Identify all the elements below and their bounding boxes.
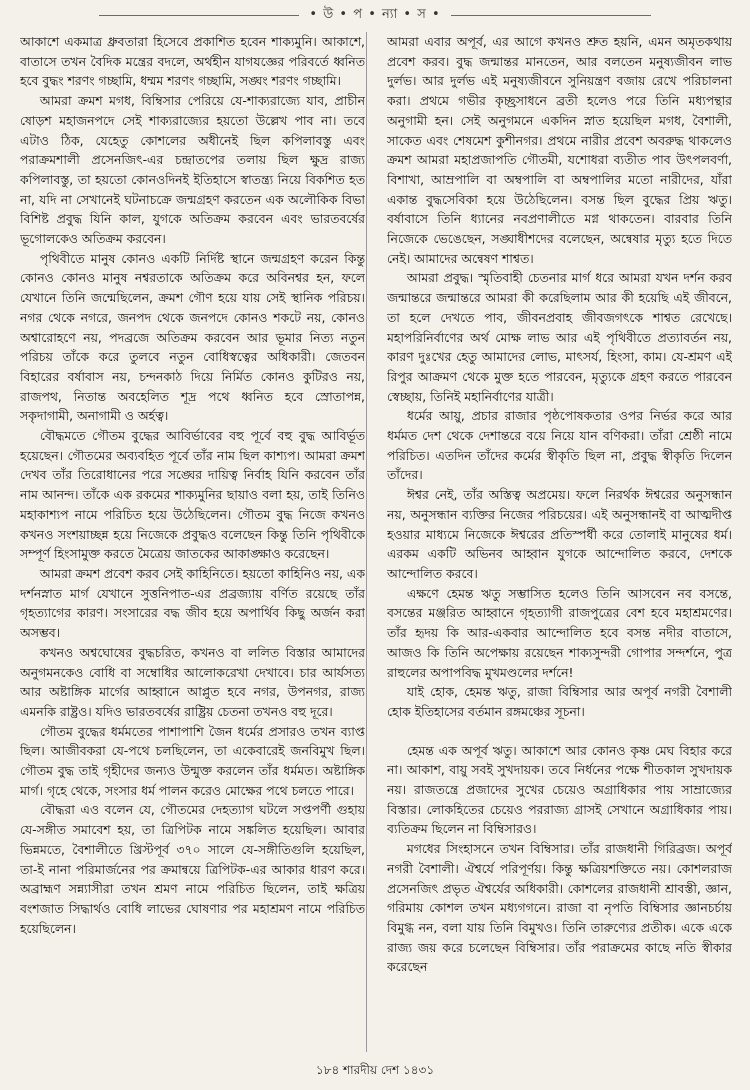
paragraph: আমরা এবার অপূর্ব, এর আগে কখনও শ্রুত হয়নি, এমন অমৃতকথায় প্রবেশ করব। বুদ্ধ জন্মান্তর মানতেন, আর বলতেন মনুষ্যজীবন লাভ দুর্লভ। আর দুর্লভ এই মনুষ্যজীবনে সুনিয়ন্ত্রণ বজায় রেখে পরিচালনা করা। প্রথমে গভীর কৃচ্ছ্রসাধনে ব্রতী হলেও পরে তিনি মধ্যপন্থার অনুগামী হন। সেই অনুগমনে একদিন স্নাত হয়েছিল মগধ, বৈশালী, সাকেত এবং শেষমেশ কুশীনগর। প্রথমে নারীর প্রবেশ অবরুদ্ধ থাকলেও ক্রমশ আমরা মহাপ্রজাপতি গৌতমী, যশোধরা ব্যতীত পাব উৎপলবর্ণা, বিশাখা, আম্রপালি বা অম্বপালি বা অম্বপালির মতো নারীদের, যাঁরা একান্ত বুদ্ধসেবিকা হয়ে উঠেছিলেন। বসন্ত ছিল বুদ্ধের প্রিয় ঋতু। বর্ষাবাসে তিনি ধ্যানের নবপ্রণালীতে মগ্ন থাকতেন। বারবার তিনি নিজেকে ভেঙেছেন, সঙ্ঘাধীশদের বলেছেন, অন্বেষার মৃত্যু হতে দিতে নেই। আমাদের অন্বেষণ শাশ্বত। (387, 34, 732, 266)
paragraph: বৌদ্ধরা এও বলেন যে, গৌতমের দেহত্যাগ ঘটলে সপ্তপর্ণী গুহায় যে-সঙ্গীত সমাবেশ হয়, তা ত্রিপিটক নামে সঙ্কলিত হয়েছিল। আবার ভিন্নমতে, বৈশালীতে খ্রিস্টপূর্ব ৩৭০ সালে যে-সঙ্গীতিগুলি হয়েছিল, তা-ই নানা পরিমার্জনের পর ক্রমান্বয়ে ত্রিপিটক-এর আকার ধারণ করে। অব্রাহ্মণ সন্ন্যাসীরা তখন শ্রমণ নামে পরিচিত ছিলেন, তাই ক্ষত্রিয় বংশজাত সিদ্ধার্থও বোধি লাভের ঘোষণার পর মহাশ্রমণ নামে পরিচিত হয়েছিলেন। (20, 802, 365, 936)
header-left-rule (99, 15, 299, 16)
paragraph: পৃথিবীতে মানুষ কোনও একটি নির্দিষ্ট স্থানে জন্মগ্রহণ করেন কিন্তু কোনও কোনও মানুষ নশ্বরতাকে অতিক্রম করে অবিনশ্বর হন, ফলে যেখানে তিনি জন্মেছিলেন, ক্রমশ গৌণ হয়ে যায় সেই স্থানিক পরিচয়। নগর থেকে নগরে, জনপদ থেকে জনপদে কোনও শকটে নয়, কোনও অশ্বারোহণে নয়, পদব্রজে অতিক্রম করবেন আর ভূমার নিত্য নতুন পরিচয় তাঁকে করে তুলবে নতুন বোধিস্বত্বের অধিকারী। জেতবন বিহারের বর্ষাবাস নয়, চন্দনকাঠ দিয়ে নির্মিত কোনও কুটিরও নয়, রাজপথ, নিতান্ত অবহেলিত শূদ্র পথে ধ্বনিত হবে স্রোতাপন্ন, সকৃদাগামী, অনাগামী ও অর্হত্ব। (20, 250, 365, 424)
left-column (20, 32, 365, 1052)
paragraph: যাই হোক, হেমন্ত ঋতু, রাজা বিম্বিসার আর অপূর্ব নগরী বৈশালী হোক ইতিহাসের বর্তমান রঙ্গমঞ্চের সূচনা। (387, 684, 732, 719)
column-divider (366, 32, 367, 1052)
paragraph: বৌদ্ধমতে গৌতম বুদ্ধের আবির্ভাবের বহু পূর্বে বহু বুদ্ধ আবির্ভূত হয়েছেন। গৌতমের অব্যবহিত পূর্বে তাঁর নাম ছিল কাশ্যপ। আমরা ক্রমশ দেখব তাঁর তিরোধানের পরে সঙ্ঘের দায়িত্ব নির্বাহ যিনি করবেন তাঁর নাম আনন্দ। তাঁকে এক রকমের শাক্যমুনির ছায়াও বলা হয়, তাই তিনিও মহাকাশ্যপ নামে পরিচিত হয়ে উঠেছিলেন। গৌতম বুদ্ধ নিজে কখনও কখনও সংশয়াচ্ছন্ন হয়ে নিজেকে প্রবুদ্ধও বলেছেন কিন্তু তিনি পৃথিবীকে সম্পূর্ণ হিংসামুক্ত করতে মৈত্রেয় জাতকের আকাঙ্ক্ষাও করেছেন। (20, 428, 365, 562)
paragraph: আমরা ক্রমশ মগধ, বিম্বিসার পেরিয়ে যে-শাক্যরাজ্যে যাব, প্রাচীন ষোড়শ মহাজনপদে সেই শাক্যরাজ্যের হয়তো উল্লেখ পাব না। তবে এটাও ঠিক, যেহেতু কোশলের অধীনেই ছিল কপিলাবস্তু এবং পরাক্রমশালী প্রসেনজিৎ-এর চন্দ্রাতপের তলায় ছিল ক্ষুদ্র রাজ্য কপিলাবস্তু, তা হয়তো কোনওদিনই ইতিহাসে স্বাতন্ত্র্য নিয়ে বিকশিত হত না, যদি না সেখানেই ঘটনাচক্রে জন্মগ্রহণ করতেন এক অলৌকিক বিভা বিশিষ্ট প্রবুদ্ধ যিনি কাল, যুগকে অতিক্রম করবেন এবং ভারতবর্ষের ভূগোলকেও অতিক্রম করবেন। (20, 93, 365, 247)
header-right-rule (451, 15, 651, 16)
text-columns (20, 32, 732, 1052)
paragraph: কখনও অশ্বঘোষের বুদ্ধচরিত, কখনও বা ললিত বিস্তার আমাদের অনুগমনকেও বোধি বা সম্বোধির আলোকরেখা দেখাবে। চার আর্যসত্য আর অষ্টাঙ্গিক মার্গের আহ্বানে আপ্লুত হবে নগর, উপনগর, রাজ্য এমনকি রাষ্ট্রও। যদিও ভারতবর্ষের রাষ্ট্রিয় চেতনা তখনও বহু দূরে। (20, 644, 365, 719)
paragraph: গৌতম বুদ্ধের ধর্মমতের পাশাপাশি জৈন ধর্মের প্রসারও তখন ব্যাপ্ত ছিল। আজীবকরা যে-পথে চলছিলেন, তা একেবারেই জনবিমুখ ছিল। গৌতম বুদ্ধ তাই গৃহীদের জন্যও উন্মুক্ত করলেন তাঁর ধর্মমত। অষ্টাঙ্গিক মার্গ। গৃহে থেকে, সংসার ধর্ম পালন করেও মোক্ষের পথে চলতে পারে। (20, 723, 365, 798)
section-title: • উ • প • ন্যা • স • (309, 6, 441, 22)
page-footer: ১৮৪ শারদীয় দেশ ১৪৩১ (315, 1063, 435, 1077)
paragraph-gap (387, 722, 732, 741)
paragraph: মগধের সিংহাসনে তখন বিম্বিসার। তাঁর রাজধানী গিরিব্রজ। অপূর্ব নগরী বৈশালী। ঐশ্বর্যে পরিপূর্ণয়। কিন্তু ক্ষত্রিয়শক্তিতে নয়। কোশলরাজ প্রসেনজিৎ প্রভৃত ঐশ্বর্যের অধিকারী। কোশলের রাজধানী শ্রাবস্তী, জ্ঞান, গরিমায় কোশল তখন মধ্যগগনে। রাজা বা নৃপতি বিম্বিসার জ্ঞানচর্চায় বিমুগ্ধ নন, বলা যায় তিনি বিমুখও। তিনি তারুণ্যের প্রতীক। একে একে রাজ্য জয় করে চলেছেন বিম্বিসার। তাঁর পরাক্রমের কাছে নতি স্বীকার করেছেন (387, 841, 732, 975)
paragraph: এক্ষণে হেমন্ত ঋতু সম্ভাসিত হলেও তিনি আসবেন নব বসন্তে, বসন্তের মঞ্জরিত আহ্বানে গৃহত্যাগী রাজপুত্রের বেশ হবে মহাশ্রমণের। তাঁর হৃদয় কি আর-একবার আন্দোলিত হবে বসন্ত নদীর বাতাসে, আজও কি তিনি অপেক্ষায় রয়েছেন শাক্যসুন্দরী গোপার সন্দর্শনে, পুত্র রাহুলের অপাপবিদ্ধ মুখমণ্ডলের দর্শনে! (387, 585, 732, 680)
paragraph: আকাশে একমাত্র ধ্রুবতারা হিসেবে প্রকাশিত হবেন শাক্যমুনি। আকাশে, বাতাসে তখন বৈদিক মন্ত্রের বদলে, অর্থহীন যাগযজ্ঞের পরিবর্তে ধ্বনিত হবে বুদ্ধং শরণং গচ্ছামি, ধম্মম শরণং গচ্ছামি, সঙ্ঘং শরণং গচ্ছামি। (20, 34, 365, 89)
page-header (0, 4, 750, 26)
paragraph: আমরা ক্রমশ প্রবেশ করব সেই কাহিনিতে। হয়তো কাহিনিও নয়, এক দর্শনস্নাত মার্গ যেখানে সুত্তনিপাত-এর প্রব্রজ্যায় বর্ণিত রয়েছে তাঁর গৃহত্যাগের কারণ। সংসারের বদ্ধ জীব হয়ে অপার্থিব কিছু অর্জন করা অসম্ভব। (20, 565, 365, 641)
right-column (387, 32, 732, 1052)
paragraph: ধর্মের আয়ু, প্রচার রাজার পৃষ্ঠপোষকতার ওপর নির্ভর করে আর ধর্মমত দেশ থেকে দেশান্তরে বয়ে নিয়ে যান বণিকরা। তাঁরা শ্রেষ্ঠী নামে পরিচিত। এতদিন তাঁদের কর্মের স্বীকৃতি ছিল না, প্রবুদ্ধ স্বীকৃতি দিলেন তাঁদের। (387, 408, 732, 483)
paragraph: হেমন্ত এক অপূর্ব ঋতু। আকাশে আর কোনও কৃষ্ণ মেঘ বিহার করে না। আকাশ, বায়ু সবই সুখদায়ক। তবে নির্ধনের পক্ষে শীতকাল সুখদায়ক নয়। রাজতন্ত্রে প্রজাদের সুখের চেয়েও অগ্রাধিকার পায় সাম্রাজ্যের বিস্তার। লোকহিতের চেয়েও পররাজ্য গ্রাসই সেখানে অগ্রাধিকার পায়। ব্যতিক্রম ছিলেন না বিম্বিসারও। (387, 742, 732, 837)
paragraph: ঈশ্বর নেই, তাঁর অস্তিত্ব অপ্রমেয়। ফলে নিরর্থক ঈশ্বরের অনুসন্ধান নয়, অনুসন্ধান ব্যক্তির নিজের পরিচয়ের। এই অনুসন্ধানই বা আত্মদীপ্ত হওয়ার মাধ্যমে নিজেকে ঈশ্বরের প্রতিস্পর্ধী করে তোলাই মানুষের ধর্ম। এরকম একটি অভিনব আহ্বান যুগকে আন্দোলিত করবে, দেশকে আন্দোলিত করবে। (387, 487, 732, 581)
paragraph: আমরা প্রবুদ্ধ। স্মৃতিবাহী চেতনার মার্গ ধরে আমরা যখন দর্শন করব জন্মান্তরে জন্মান্তরে আমরা কী করেছিলাম আর কী হয়েছি এই জীবনে, তা হলে দেখতে পাব, জীবনপ্রবাহ জীবজগৎকে শাশ্বত রেখেছে। মহাপরিনির্বাণের অর্থ মোক্ষ লাভ আর এই পৃথিবীতে প্রত্যাবর্তন নয়, কারণ দুঃখের হেতু আমাদের লোভ, মাৎসর্য, হিংসা, কাম। যে-শ্রমণ এই রিপুর আক্রমণ থেকে মুক্ত হতে পারবেন, মৃত্যুকে গ্রহণ করতে পারবেন স্বেচ্ছায়, তিনিই মহানির্বাণের যাত্রী। (387, 270, 732, 404)
